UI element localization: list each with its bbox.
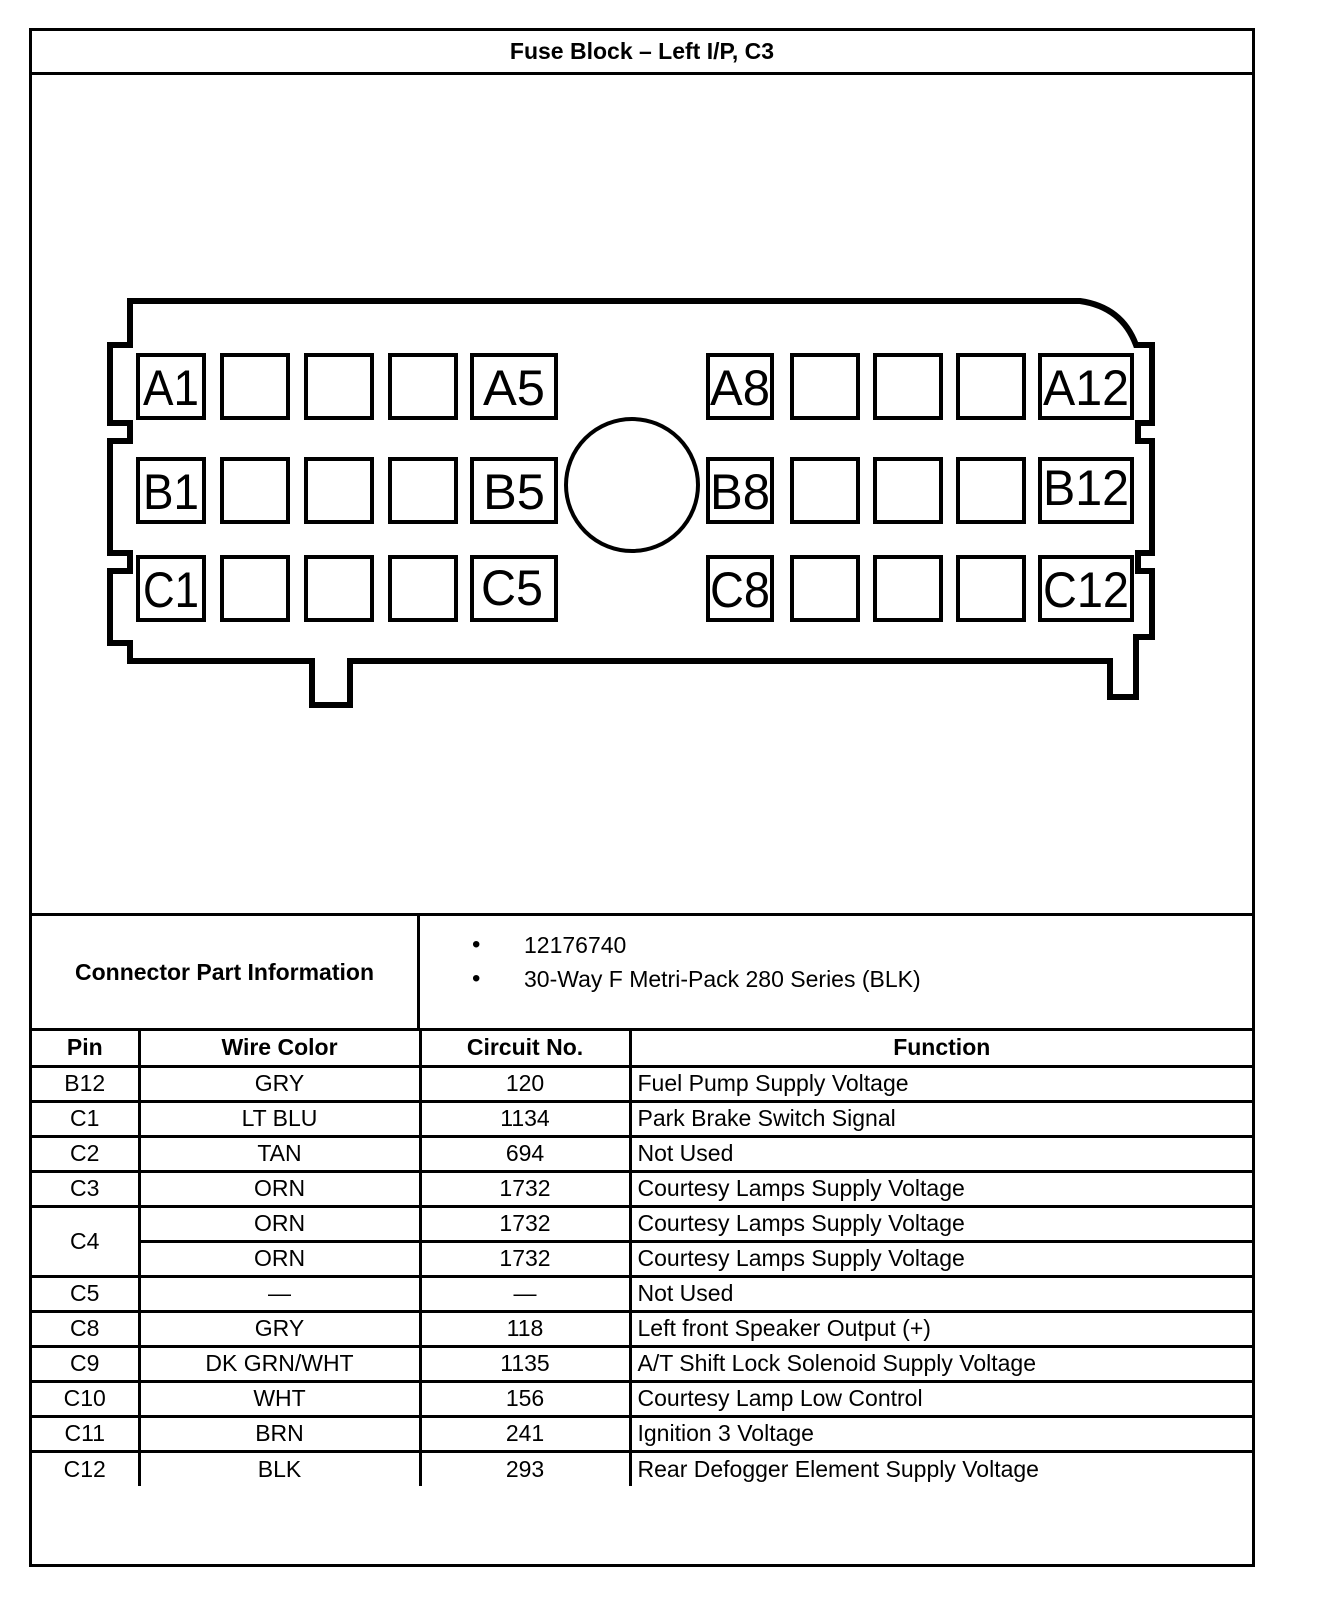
cell-circuit: 1732 [420, 1206, 630, 1241]
pin-label-a5: A5 [483, 360, 545, 416]
cavity-b10 [875, 459, 941, 522]
cell-wire-color: ORN [139, 1206, 420, 1241]
cell-wire-color: TAN [139, 1136, 420, 1171]
cell-function: Courtesy Lamps Supply Voltage [630, 1171, 1252, 1206]
table-row [32, 1416, 1252, 1451]
cavity-b4 [390, 459, 456, 522]
cavity-a4 [390, 355, 456, 418]
table-row [32, 1451, 1252, 1486]
cavity-c11 [958, 557, 1024, 620]
center-hole [566, 419, 698, 551]
pin-label-b12: B12 [1043, 460, 1129, 516]
connector-sheet [29, 28, 1255, 1567]
table-row [32, 1276, 1252, 1311]
table-row [32, 1241, 1252, 1276]
cell-function: Courtesy Lamps Supply Voltage [630, 1206, 1252, 1241]
connector-face-svg [32, 75, 1252, 915]
pin-label-a1: A1 [143, 360, 199, 416]
cavity-b9 [792, 459, 858, 522]
cell-pin: C8 [32, 1311, 139, 1346]
connector-housing-outline [110, 301, 1152, 705]
pin-label-c8: C8 [710, 562, 770, 618]
table-row [32, 1346, 1252, 1381]
cavity-c10 [875, 557, 941, 620]
header-wire-color: Wire Color [139, 1031, 420, 1066]
cavity-a9 [792, 355, 858, 418]
cell-circuit: 694 [420, 1136, 630, 1171]
cell-wire-color: ORN [139, 1171, 420, 1206]
cell-circuit: 120 [420, 1066, 630, 1101]
cavity-b11 [958, 459, 1024, 522]
cell-pin: C2 [32, 1136, 139, 1171]
table-row [32, 1136, 1252, 1171]
connector-part-info [32, 913, 1252, 1031]
cell-pin: B12 [32, 1066, 139, 1101]
cell-pin: C4 [32, 1206, 139, 1276]
pin-label-c12: C12 [1043, 562, 1129, 618]
pin-label-b5: B5 [483, 464, 545, 520]
cell-pin: C9 [32, 1346, 139, 1381]
cell-circuit: 118 [420, 1311, 630, 1346]
cavity-a11 [958, 355, 1024, 418]
cavity-c2 [222, 557, 288, 620]
pin-label-b8: B8 [710, 464, 770, 520]
cell-circuit: 1732 [420, 1241, 630, 1276]
cell-pin: C5 [32, 1276, 139, 1311]
cell-function: Left front Speaker Output (+) [630, 1311, 1252, 1346]
cell-pin: C10 [32, 1381, 139, 1416]
table-row [32, 1066, 1252, 1101]
cell-wire-color: GRY [139, 1311, 420, 1346]
cell-function: Courtesy Lamps Supply Voltage [630, 1241, 1252, 1276]
cell-pin: C3 [32, 1171, 139, 1206]
cell-wire-color: LT BLU [139, 1101, 420, 1136]
cell-function: Fuel Pump Supply Voltage [630, 1066, 1252, 1101]
table-row [32, 1171, 1252, 1206]
cell-function: Park Brake Switch Signal [630, 1101, 1252, 1136]
cell-wire-color: — [139, 1276, 420, 1311]
cell-circuit: 1732 [420, 1171, 630, 1206]
cavity-c9 [792, 557, 858, 620]
cell-wire-color: WHT [139, 1381, 420, 1416]
cell-function: Courtesy Lamp Low Control [630, 1381, 1252, 1416]
cavity-a3 [306, 355, 372, 418]
pin-label-a12: A12 [1043, 360, 1129, 416]
page-title: Fuse Block – Left I/P, C3 [32, 31, 1252, 75]
cavity-b2 [222, 459, 288, 522]
cell-wire-color: BLK [139, 1451, 420, 1486]
cell-circuit: 293 [420, 1451, 630, 1486]
header-pin: Pin [32, 1031, 139, 1066]
pin-label-c1: C1 [143, 562, 199, 618]
cell-function: Not Used [630, 1276, 1252, 1311]
cell-function: Ignition 3 Voltage [630, 1416, 1252, 1451]
cavity-b3 [306, 459, 372, 522]
header-function: Function [630, 1031, 1252, 1066]
connector-face-diagram [32, 75, 1252, 941]
cell-pin: C12 [32, 1451, 139, 1486]
part-number: • 12176740 [472, 928, 921, 962]
table-row [32, 1311, 1252, 1346]
cavity-c3 [306, 557, 372, 620]
cell-function: Rear Defogger Element Supply Voltage [630, 1451, 1252, 1486]
table-row [32, 1101, 1252, 1136]
table-row [32, 1381, 1252, 1416]
connector-description: • 30-Way F Metri-Pack 280 Series (BLK) [472, 962, 921, 996]
pin-label-c5: C5 [481, 560, 543, 616]
table-row [32, 1206, 1252, 1241]
cell-circuit: 1134 [420, 1101, 630, 1136]
cell-wire-color: BRN [139, 1416, 420, 1451]
cell-circuit: — [420, 1276, 630, 1311]
pin-table-header [32, 1031, 1252, 1066]
cell-pin: C11 [32, 1416, 139, 1451]
header-circuit: Circuit No. [420, 1031, 630, 1066]
cell-circuit: 156 [420, 1381, 630, 1416]
pin-label-a8: A8 [710, 360, 770, 416]
cell-wire-color: GRY [139, 1066, 420, 1101]
cavity-a10 [875, 355, 941, 418]
cell-wire-color: ORN [139, 1241, 420, 1276]
pin-label-b1: B1 [143, 464, 199, 520]
cell-pin: C1 [32, 1101, 139, 1136]
cell-function: Not Used [630, 1136, 1252, 1171]
cavity-a2 [222, 355, 288, 418]
cell-wire-color: DK GRN/WHT [139, 1346, 420, 1381]
cavity-c4 [390, 557, 456, 620]
pin-table [32, 1031, 1252, 1486]
connector-part-info-label: Connector Part Information [32, 916, 420, 1028]
cell-function: A/T Shift Lock Solenoid Supply Voltage [630, 1346, 1252, 1381]
cell-circuit: 241 [420, 1416, 630, 1451]
connector-part-info-list [472, 928, 921, 996]
cell-circuit: 1135 [420, 1346, 630, 1381]
